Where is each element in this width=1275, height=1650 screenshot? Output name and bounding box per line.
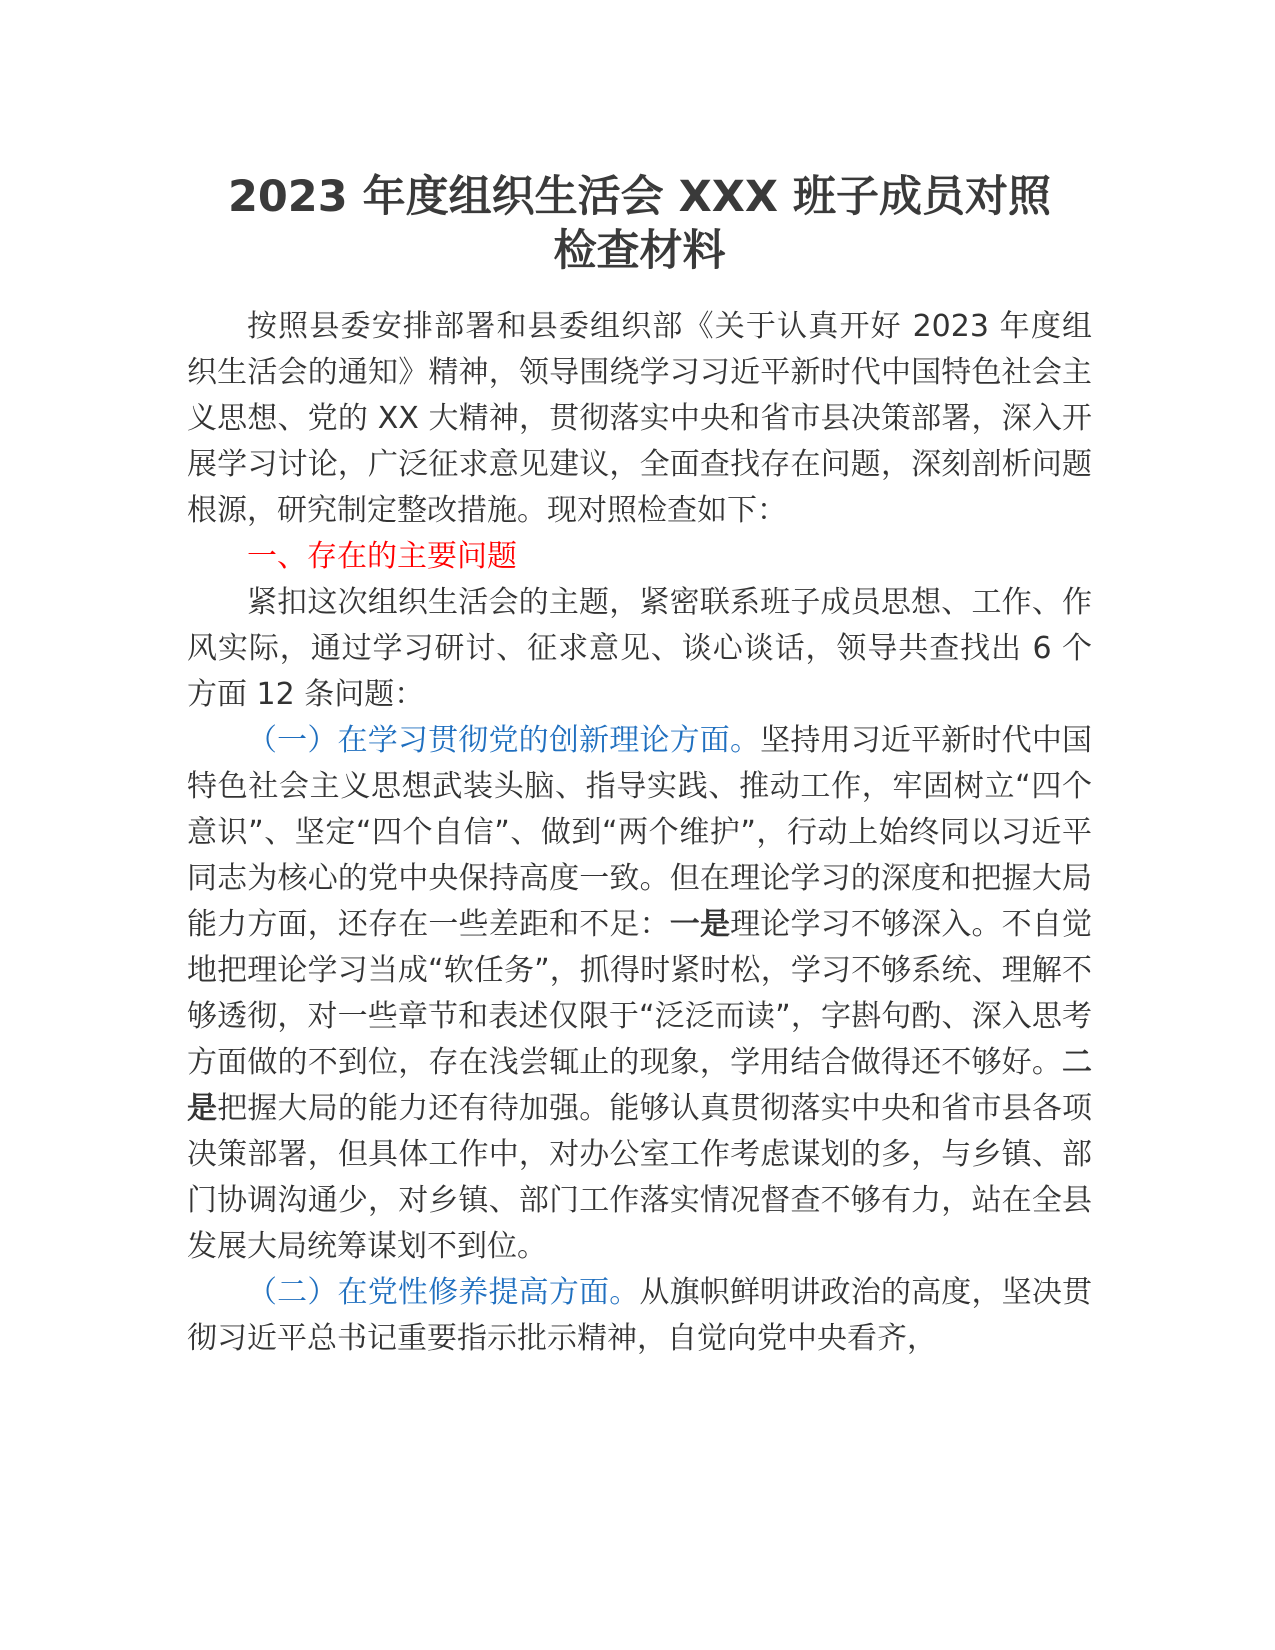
title-line-2: 检查材料 — [553, 226, 726, 276]
document-page — [187, 170, 1092, 1362]
section-heading-problems: 一、存在的主要问题 — [247, 539, 517, 574]
title-line-1: 2023 年度组织生活会 XXX 班子成员对照 — [227, 172, 1052, 222]
intro-paragraph: 按照县委安排部署和县委组织部《关于认真开好 2023 年度组织生活会的通知》精神，领导围绕学习习近平新时代中国特色社会主义思想、党的 XX 大精神，贯彻落实中央和省市县决策部署，深入开展学习讨论，广泛征求意见建议，全面查找存在问题，深刻剖析问题根源，研究制定整改措施。现对照检查如下： — [187, 309, 1092, 528]
item-1-heading: （一）在学习贯彻党的创新理论方面。 — [247, 723, 761, 758]
item-1-text: 坚持用习近平新时代中国特色社会主义思想武装头脑、指导实践、推动工作，牢固树立“四个意识”、坚定“四个自信”、做到“两个维护”，行动上始终同以习近平同志为核心的党中央保持高度一致。但在理论学习的深度和把握大局能力方面，还存在一些差距和不足： — [187, 723, 1093, 942]
item-1-paragraph — [187, 718, 1092, 1270]
item-1-point-1-text: 理论学习不够深入。不自觉地把理论学习当成“软任务”，抓得时紧时松，学习不够系统、理解不够透彻，对一些章节和表述仅限于“泛泛而读”，字斟句酌、深入思考方面做的不到位，存在浅尝辄止的现象，学用结合做得还不够好。 — [187, 907, 1093, 1080]
item-1-point-1-label: 一是 — [669, 907, 731, 942]
item-2-paragraph — [187, 1270, 1092, 1362]
item-2-heading: （二）在党性修养提高方面。 — [247, 1275, 640, 1310]
document-body — [187, 304, 1092, 1362]
item-1-point-2-label: 二是 — [187, 1045, 1092, 1126]
section-intro-paragraph: 紧扣这次组织生活会的主题，紧密联系班子成员思想、工作、作风实际，通过学习研讨、征求意见、谈心谈话，领导共查找出 6 个方面 12 条问题： — [187, 585, 1092, 712]
document-title — [187, 170, 1092, 278]
item-2-text: 从旗帜鲜明讲政治的高度，坚决贯彻习近平总书记重要指示批示精神，自觉向党中央看齐， — [187, 1275, 1093, 1356]
item-1-point-2-text: 把握大局的能力还有待加强。能够认真贯彻落实中央和省市县各项决策部署，但具体工作中，对办公室工作考虑谋划的多，与乡镇、部门协调沟通少，对乡镇、部门工作落实情况督查不够有力，站在全县发展大局统筹谋划不到位。 — [187, 1091, 1093, 1264]
